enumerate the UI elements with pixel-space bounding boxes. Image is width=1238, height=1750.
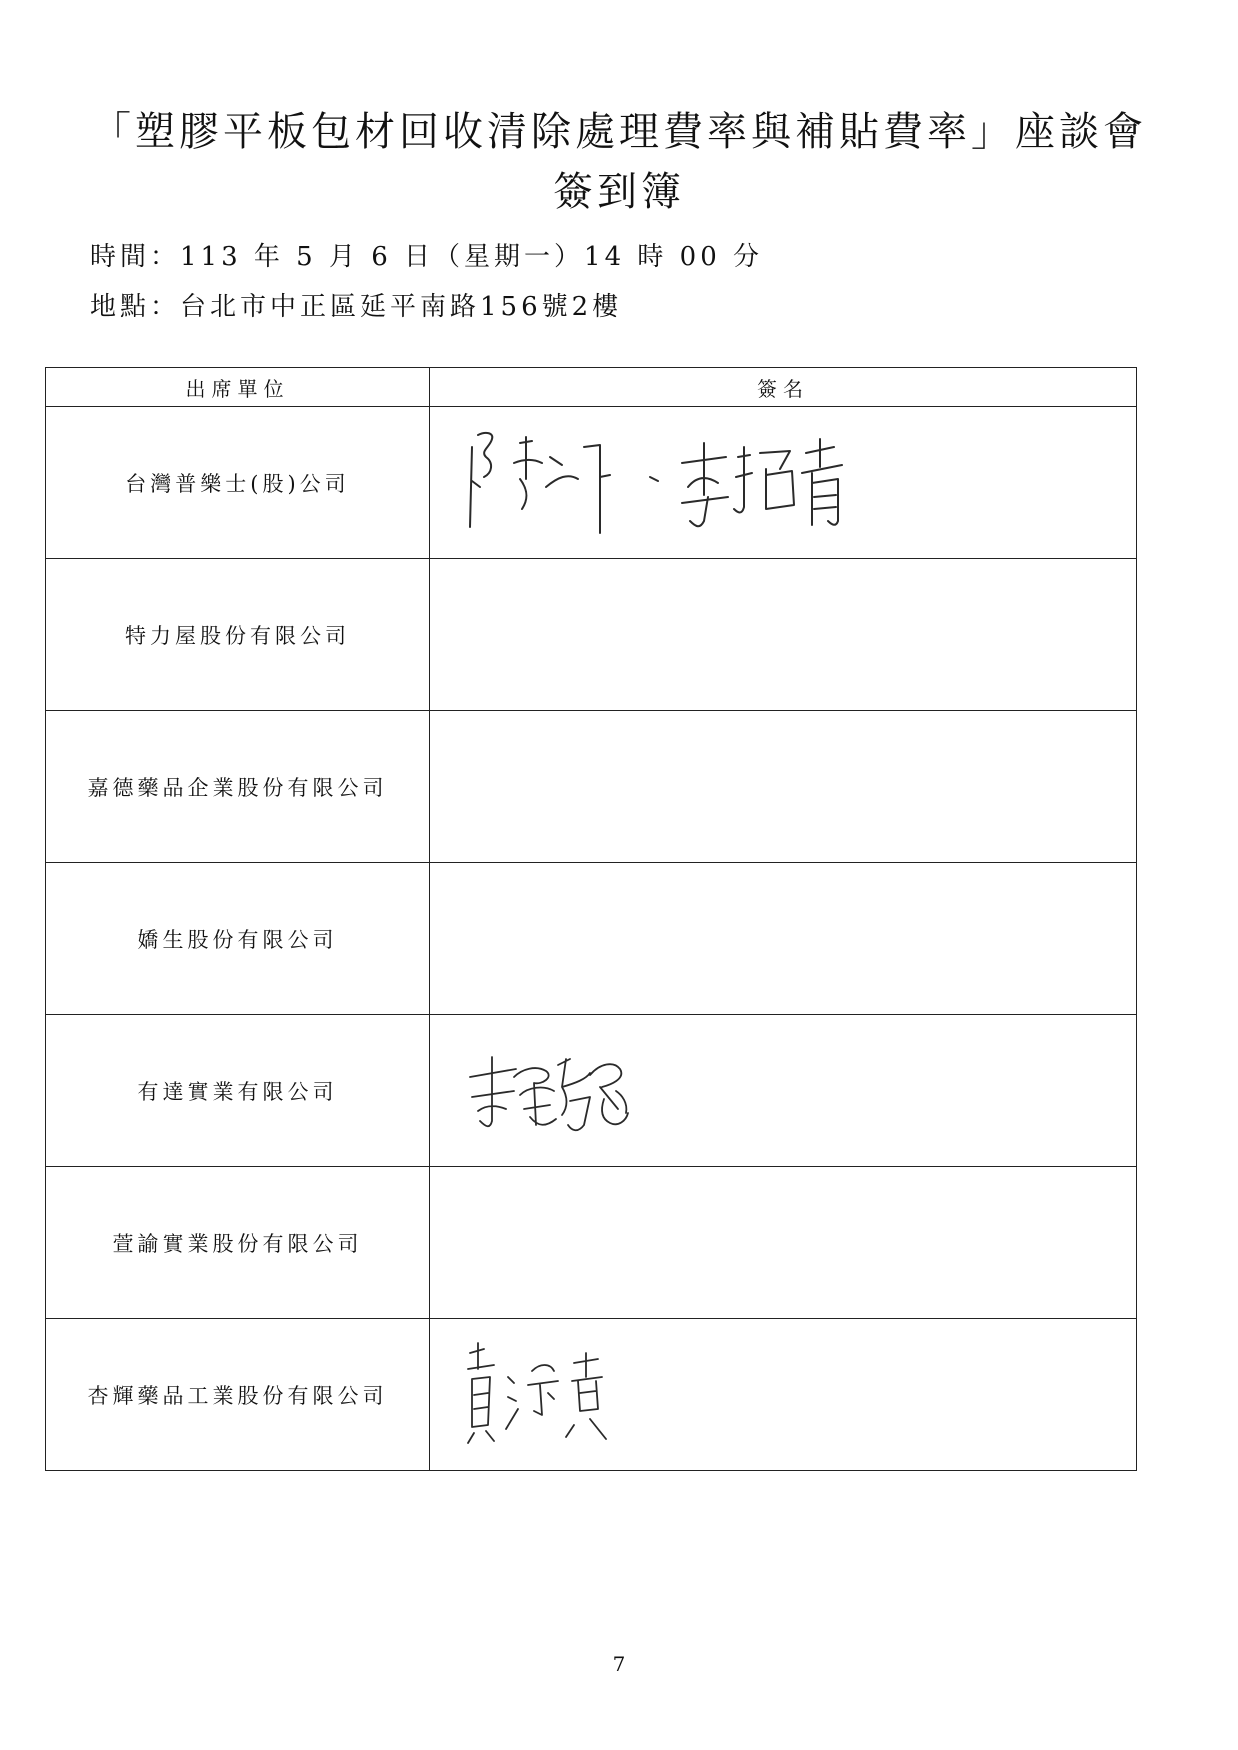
- handwritten-signature: [450, 417, 870, 547]
- signature-cell: [430, 559, 1137, 711]
- table-row: [46, 407, 1137, 559]
- unit-name: 有達實業有限公司: [46, 1015, 430, 1167]
- signature-cell: [430, 711, 1137, 863]
- signature-cell: [430, 1319, 1137, 1471]
- meeting-time: 時間：113 年 5 月 6 日（星期一）14 時 00 分: [90, 242, 763, 272]
- header-signature: 簽名: [430, 368, 1137, 407]
- handwritten-signature: [450, 1025, 670, 1155]
- table-row: [46, 559, 1137, 711]
- table-row: [46, 711, 1137, 863]
- unit-name: 杏輝藥品工業股份有限公司: [46, 1319, 430, 1471]
- table-row: [46, 1167, 1137, 1319]
- unit-name: 嬌生股份有限公司: [46, 863, 430, 1015]
- table-header-row: [46, 368, 1137, 407]
- signature-cell: [430, 1167, 1137, 1319]
- page-number: 7: [612, 1652, 626, 1676]
- table-row: [46, 1319, 1137, 1471]
- unit-name: 嘉德藥品企業股份有限公司: [46, 711, 430, 863]
- unit-name: 台灣普樂士(股)公司: [46, 407, 430, 559]
- document-subtitle: 簽到簿: [553, 169, 685, 215]
- sign-in-table: [45, 367, 1137, 1471]
- signature-cell: [430, 407, 1137, 559]
- signature-cell: [430, 863, 1137, 1015]
- document-title: 「塑膠平板包材回收清除處理費率與補貼費率」座談會: [91, 109, 1147, 155]
- unit-name: 特力屋股份有限公司: [46, 559, 430, 711]
- header-unit: 出席單位: [46, 368, 430, 407]
- table-row: [46, 863, 1137, 1015]
- unit-name: 萱諭實業股份有限公司: [46, 1167, 430, 1319]
- handwritten-signature: [450, 1329, 650, 1459]
- table-row: [46, 1015, 1137, 1167]
- signature-cell: [430, 1015, 1137, 1167]
- meeting-location: 地點：台北市中正區延平南路156號2樓: [90, 292, 623, 322]
